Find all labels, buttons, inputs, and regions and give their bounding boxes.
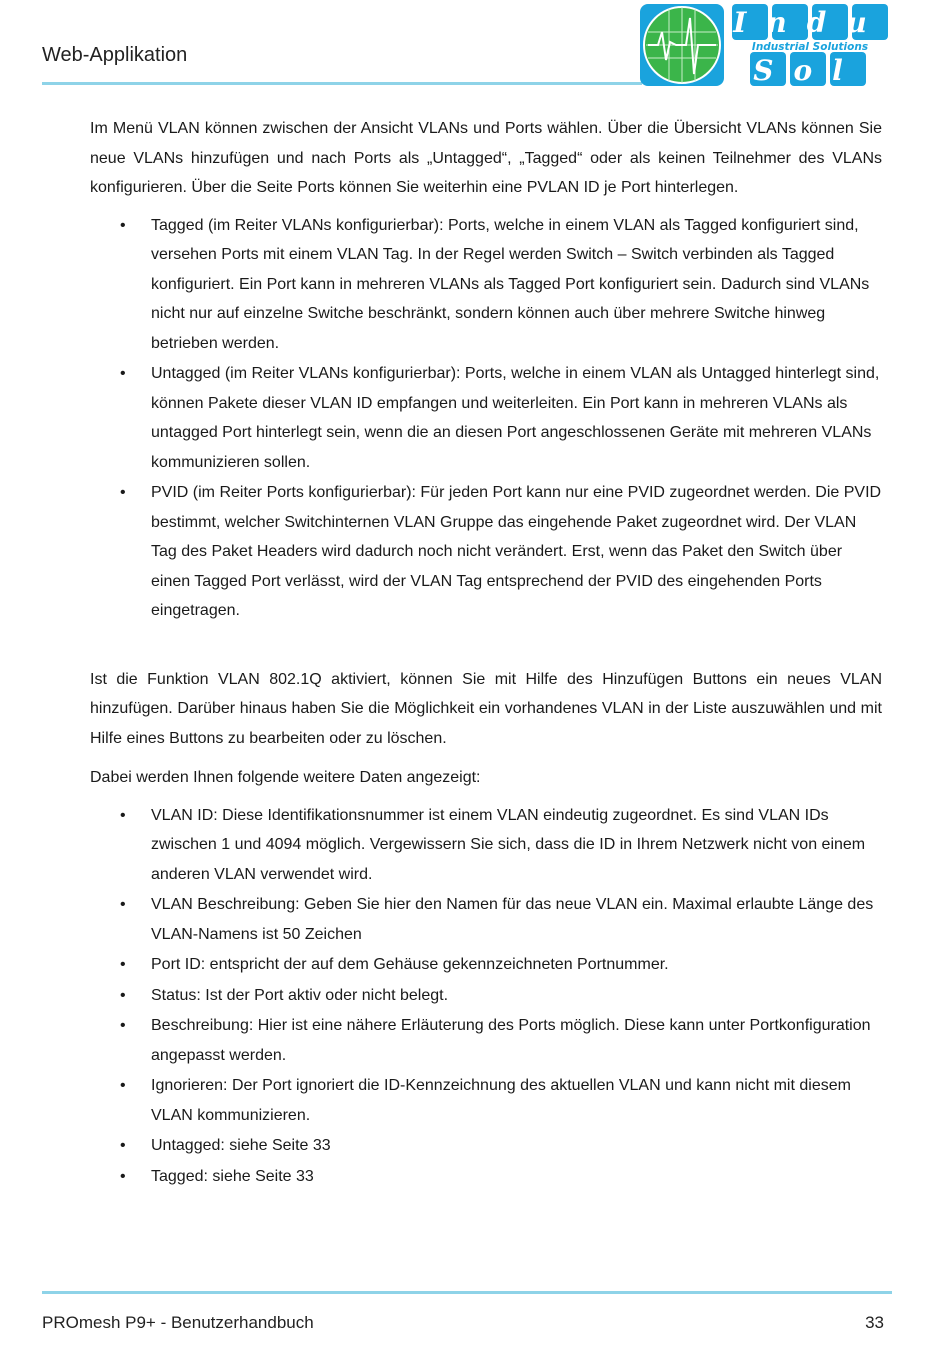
list-item-untagged (90, 359, 882, 477)
bullet-icon: • (120, 484, 126, 501)
list-item-untagged-ref (90, 1131, 882, 1161)
list-item-text: VLAN Beschreibung: Geben Sie hier den Namen für das neue VLAN ein. Maximal erlaubte Länge des VLAN-Namens ist 50 Zeichen (151, 896, 874, 943)
footer-rule (42, 1291, 892, 1294)
list-item-text: Tagged (im Reiter VLANs konfigurierbar): Ports, welche in einem VLAN als Tagged konfiguriert sind, versehen Ports mit einem VLAN Tag. In der Regel werden Switch – Switch verbinden als Tagged konfiguriert. Ein Port kann in mehreren VLANs als Tagged Port konfiguriert sein. Dadurch sind VLANs nicht nur auf einzelne Switche beschränkt, sondern können auch über mehrere Switche hinweg betrieben werden. (151, 216, 870, 352)
list-item-status (90, 981, 882, 1011)
data-fields-list (90, 801, 882, 1192)
list-item-port-id (90, 950, 882, 980)
page-number: 33 (865, 1313, 884, 1332)
list-item-text: Untagged (im Reiter VLANs konfigurierbar): Ports, welche in einem VLAN als Untagged hinterlegt sind, können Pakete dieser VLAN ID empfangen und weiterleiten. Ein Port kann in mehreren VLANs als untagged Port hinterlegt sein, wenn die an diesen Port angeschlossenen Geräte mit mehreren VLANs kommunizieren sollen. (151, 365, 880, 471)
list-item-text: PVID (im Reiter Ports konfigurierbar): Für jeden Port kann nur eine PVID zugeordnet werden. Die PVID bestimmt, welcher Switchinternen VLAN Gruppe das eingehende Paket zugeordnet wird. Der VLAN Tag des Paket Headers wird dadurch noch nicht verändert. Erst, wenn das Paket den Switch über einen Tagged Port verlässt, wird der VLAN Tag entsprechend der PVID des eingehenden Ports eingetragen. (151, 484, 882, 619)
list-item-text: VLAN ID: Diese Identifikationsnummer ist einem VLAN eindeutig zugeordnet. Es sind VLAN IDs zwischen 1 und 4094 möglich. Vergewissern Sie sich, dass die ID in Ihrem Netzwerk nicht von einem anderen VLAN verwendet wird. (151, 806, 866, 883)
bullet-icon: • (120, 1167, 126, 1185)
header-rule (42, 82, 642, 85)
page-content (90, 114, 882, 1192)
list-item-vlan-id (90, 801, 882, 890)
list-item-tagged-ref (90, 1162, 882, 1192)
bullet-icon: • (120, 956, 126, 973)
logo-text-top: Indu (733, 6, 887, 39)
header-title: Web-Applikation (42, 44, 188, 66)
list-item-text: Port ID: entspricht der auf dem Gehäuse gekennzeichneten Portnummer. (151, 956, 669, 973)
list-item-ignorieren (90, 1071, 882, 1130)
list-item-text: Tagged: siehe Seite 33 (151, 1167, 314, 1185)
bullet-icon: • (120, 216, 126, 234)
intro-paragraph: Im Menü VLAN können zwischen der Ansicht VLANs und Ports wählen. Über die Übersicht VLANs können Sie neue VLANs hinzufügen und nach Ports als „Untagged“, „Tagged“ oder als keinen Teilnehmer des VLANs konfigurieren. Über die Seite Ports können Sie weiterhin eine PVLAN ID je Port hinterlegen. (90, 120, 882, 196)
list-item-text: Beschreibung: Hier ist eine nähere Erläuterung des Ports möglich. Diese kann unter Portkonfiguration angepasst werden. (151, 1017, 871, 1064)
bullet-icon: • (120, 365, 126, 382)
footer-document-title: PROmesh P9+ - Benutzerhandbuch (42, 1313, 314, 1332)
list-item-text: Untagged: siehe Seite 33 (151, 1137, 331, 1154)
vlan-function-paragraph: Ist die Funktion VLAN 802.1Q aktiviert, können Sie mit Hilfe des Hinzufügen Buttons ein neues VLAN hinzufügen. Darüber hinaus haben Sie die Möglichkeit ein vorhandenes VLAN in der Liste auszuwählen und mit Hilfe eines Buttons zu bearbeiten oder zu löschen. (90, 670, 882, 747)
list-item-vlan-beschreibung (90, 890, 882, 949)
data-intro-paragraph: Dabei werden Ihnen folgende weitere Daten angezeigt: (90, 769, 481, 786)
list-item-text: Ignorieren: Der Port ignoriert die ID-Kennzeichnung des aktuellen VLAN und kann nicht mit diesem VLAN kommunizieren. (151, 1077, 851, 1124)
bullet-icon: • (120, 1077, 126, 1094)
vlan-modes-list (90, 211, 882, 626)
list-item-text: Status: Ist der Port aktiv oder nicht belegt. (151, 986, 449, 1004)
list-item-pvid (90, 478, 882, 626)
list-item-beschreibung (90, 1011, 882, 1070)
logo-text-mid: Industrial Solutions (751, 41, 869, 53)
list-item-tagged (90, 211, 882, 359)
bullet-icon: • (120, 896, 126, 913)
bullet-icon: • (120, 986, 126, 1004)
logo-text-bottom: Sol (753, 54, 863, 87)
bullet-icon: • (120, 1137, 126, 1154)
indusol-logo (640, 2, 892, 88)
bullet-icon: • (120, 806, 126, 824)
bullet-icon: • (120, 1017, 126, 1034)
